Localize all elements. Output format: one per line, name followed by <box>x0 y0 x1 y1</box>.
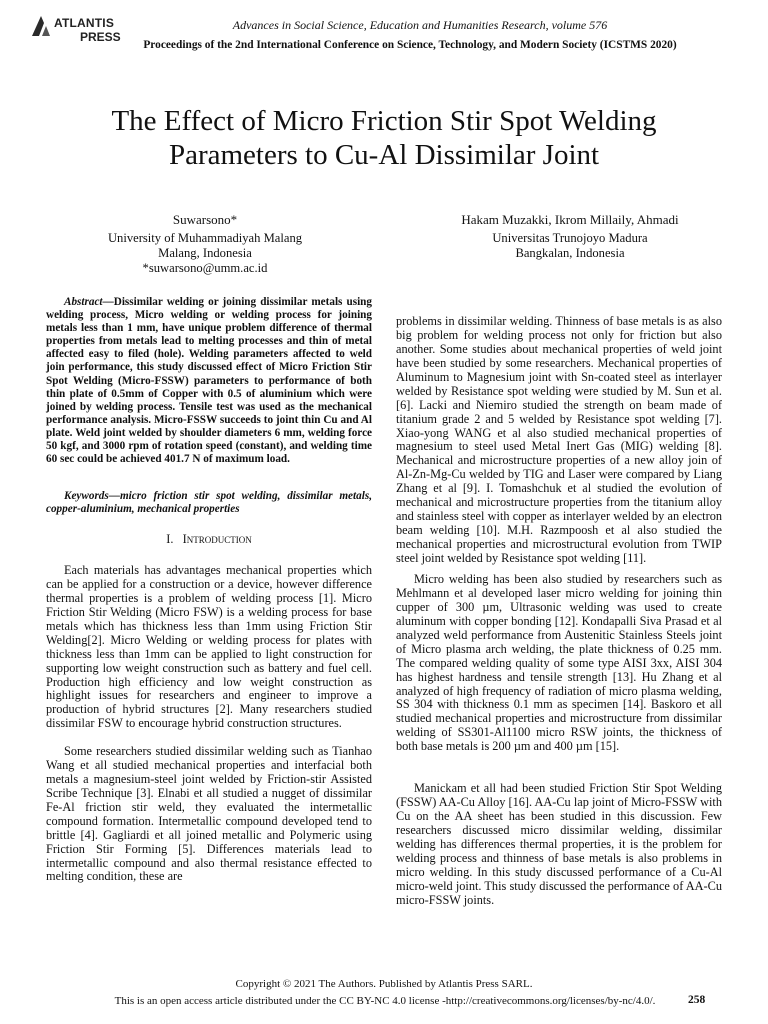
abstract-text: —Dissimilar welding or joining dissimilar metals using welding process, Micro welding or welding process for joining metals less than 1 mm, have unique problem difference of thermal properties from metals lead to melting processes and thin of metal affected easy to filed (hole). Welding parameters affected to weld join performance, this study discussed effect of Micro Friction Stir Spot Welding (Micro-FSSW) parameters to performance of both thin plate of 0.5mm of Copper with 0.5 of aluminium which were joined by welding process. Tensile test was used as the mechanical performance analysis. Micro-FSSW succeeds to joint thin Cu and Al plate. Weld joint welded by shoulder diameters 6 mm, welding force 50 kgf, and 3000 rpm of rotation speed (constant), and welding time 60 sec could be achieved 401.7 N of maximum load. <box>46 296 372 466</box>
atlantis-press-logo-icon <box>30 14 52 38</box>
author-affiliation: Universitas Trunojoyo Madura <box>492 231 648 245</box>
logo-text-atlantis: ATLANTIS <box>54 16 115 30</box>
author-location: Bangkalan, Indonesia <box>515 246 625 260</box>
section-title: Introduction <box>182 532 252 546</box>
author-location: Malang, Indonesia <box>158 246 252 260</box>
paragraph: Micro welding has been also studied by researchers such as Mehlmann et al developed laser micro welding for joining thin cupper of 300 µm, Ultrasonic welding was used to create aluminum with copper bonding [12]. Kondapalli Siva Prasad et al analyzed weld performance from Austenitic Stainless Steels joint of Micro plasma arch welding, the plate thickness of 0.25 mm. The compared welding quality of some type AISI 3xx, AISI 304 has highest hardness and tensile strength [13]. Hu Zhang et al analyzed of high frequency of radiation of micro plasma welding, SS 304 with thickness 0.1 mm as specimen [14]. Baskoro et all studied mechanical properties and microstructure from dissimilar welding of SS301-Al1100 micro RSW joints, the thickness of both base metals is 200 µm and 400 µm [15]. <box>396 572 722 754</box>
keywords <box>46 490 372 516</box>
keywords-label: Keywords <box>64 490 109 502</box>
journal-name: Advances in Social Science, Education and Humanities Research, volume 576 <box>232 18 608 32</box>
paper-title <box>40 104 728 172</box>
paragraph: Some researchers studied dissimilar welding such as Tianhao Wang et all studied mechanical properties and interfacial both metals a magnesium-steel joint welded by Friction-stir Assisted Scribe Technique [3]. Elnabi et all studied a nugget of dissimilar Fe-Al friction stir weld, they evaluated the intermetallic compound formation. Intermetallic compound developed tend to brittle [4]. Gagliardi et all joined metallic and Polymeric using Friction Stir Forming [5]. Differences materials lead to intermetallic compound and also thermal resistance effected to melting condition, these are <box>46 744 372 884</box>
page-number: 258 <box>688 994 706 1006</box>
footer-license: This is an open access article distributed under the CC BY-NC 4.0 license -http://creativecommons.org/licenses/by-nc/4.0/. <box>114 995 656 1007</box>
section-heading <box>46 532 372 547</box>
author-name: Suwarsono* <box>172 212 238 227</box>
footer-copyright: Copyright © 2021 The Authors. Published by Atlantis Press SARL. <box>235 978 533 990</box>
paper-title-line2: Parameters to Cu-Al Dissimilar Joint <box>168 139 600 171</box>
logo-text-press: PRESS <box>80 30 121 44</box>
author-block-2 <box>420 212 720 261</box>
paragraph: Each materials has advantages mechanical properties which can be applied for a construction or a device, however difference thermal properties is a problem of welding process [1]. Micro Friction Stir Welding (Micro FSW) is a welding process for base metals which has thickness less than 1mm using Friction Stir Welding[2]. Micro Welding or welding process for plates with thickness less than 1mm can be applied to light construction for supporting low weight construction such as battery and fuel cell. Production high efficiency and low weight construction as highlight issues for researchers and engineer to improve a production of hybrid structures [2]. Many researchers studied dissimilar FSW to encourage hybrid construction structures. <box>46 563 372 731</box>
paper-title-line1: The Effect of Micro Friction Stir Spot Welding <box>111 105 657 137</box>
author-name: Hakam Muzakki, Ikrom Millaily, Ahmadi <box>461 212 679 227</box>
abstract <box>46 296 372 466</box>
section-number: I. <box>166 532 174 546</box>
keywords-text: —micro friction stir spot welding, dissimilar metals, copper-aluminium, mechanical properties <box>46 490 372 516</box>
paragraph: problems in dissimilar welding. Thinness of base metals is as also big problem for welding process not only for friction but also another. Some studies about mechanical properties of weld joint have been studied by some researchers. Mechanical properties of Aluminum to Magnesium joint with Sn-coated steel as interlayer welded by Resistance spot welding were studied by M. Sun et al. [6]. Lacki and Niemiro studied the strength on beam made of titanium grade 2 and 5 welded by Resistance spot welding [7]. Xiao-yong WANG et al also studied mechanical properties of magnesium to steel used Metal Inert Gas (MIG) welding [8]. Mechanical and microstructure properties of a new alloy join of Al-Zn-Mg-Cu welded by TIG and Laser were compared by Liang Zhang et al [9]. I. Tomashchuk et al studied the evolution of mechanical and microstructure properties from the titanium alloy and stainless steel with copper as interlayer welded by an electron beam welding [10]. M.H. Razmpoosh et al also studied the mechanical properties and microstructural evolution from TWIP steel joint welded by Resistance spot welding [11]. <box>396 314 722 565</box>
abstract-label: Abstract <box>64 296 103 308</box>
author-email[interactable]: *suwarsono@umm.ac.id <box>142 261 268 275</box>
paragraph: Manickam et all had been studied Friction Stir Spot Welding (FSSW) AA-Cu Alloy [16]. AA-Cu lap joint of Micro-FSSW with Cu on the AA sheet has been studied in this discussion. Few researchers discussed micro dissimilar welding, dissimilar welding has differences thermal properties, it is the problem for welding process and thinness of base metals is also problems in micro welding. In this study discussed performance of a Cu-Al micro-weld joint. This study discussed the performance of AA-Cu micro-FSSW joints. <box>396 781 722 907</box>
author-affiliation: University of Muhammadiyah Malang <box>107 231 303 245</box>
proceedings-title: Proceedings of the 2nd International Conference on Science, Technology, and Modern Society (ICSTMS 2020) <box>143 39 677 51</box>
author-block-1 <box>70 212 340 276</box>
